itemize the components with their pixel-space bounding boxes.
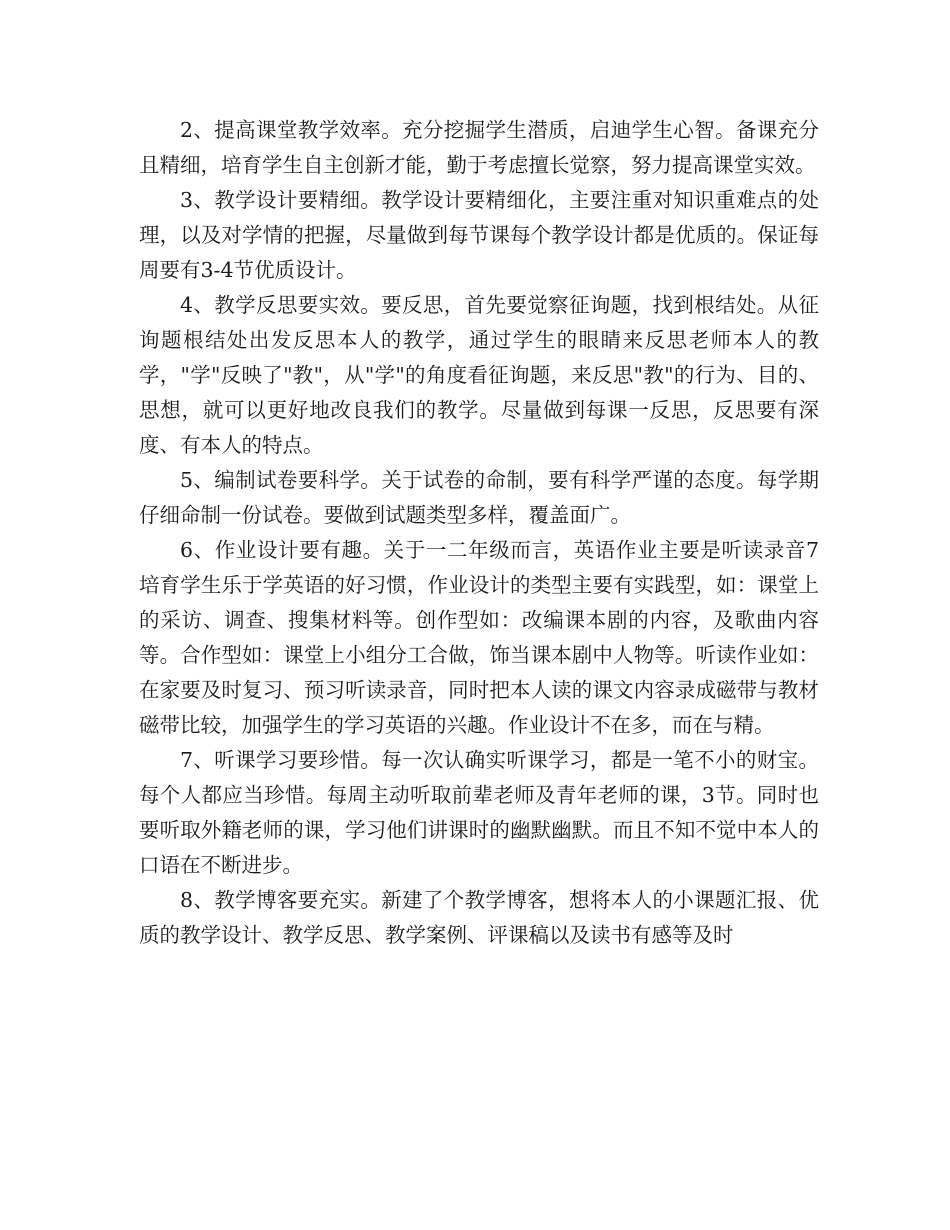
paragraph-item-5: 5、编制试卷要科学。关于试卷的命制，要有科学严谨的态度。每学期仔细命制一份试卷。要做到试题类型多样，覆盖面广。	[139, 468, 819, 527]
document-body	[139, 113, 819, 953]
paragraph-item-6: 6、作业设计要有趣。关于一二年级而言，英语作业主要是听读录音7培育学生乐于学英语的好习惯，作业设计的类型主要有实践型，如：课堂上的采访、调查、搜集材料等。创作型如：改编课本剧的内容，及歌曲内容等。合作型如：课堂上小组分工合做，饰当课本剧中人物等。听读作业如：在家要及时复习、预习听读录音，同时把本人读的课文内容录成磁带与教材磁带比较，加强学生的学习英语的兴趣。作业设计不在多，而在与精。	[139, 538, 819, 737]
paragraph-item-4: 4、教学反思要实效。要反思，首先要觉察征询题，找到根结处。从征询题根结处出发反思本人的教学，通过学生的眼睛来反思老师本人的教学，"学"反映了"教"，从"学"的角度看征询题，来反思"教"的行为、目的、思想，就可以更好地改良我们的教学。尽量做到每课一反思，反思要有深度、有本人的特点。	[139, 293, 819, 457]
paragraph-item-2: 2、提高课堂教学效率。充分挖掘学生潜质，启迪学生心智。备课充分且精细，培育学生自主创新才能，勤于考虑擅长觉察，努力提高课堂实效。	[139, 118, 819, 177]
paragraph-item-8: 8、教学博客要充实。新建了个教学博客，想将本人的小课题汇报、优质的教学设计、教学反思、教学案例、评课稿以及读书有感等及时	[139, 888, 819, 947]
paragraph-item-7: 7、听课学习要珍惜。每一次认确实听课学习，都是一笔不小的财宝。每个人都应当珍惜。每周主动听取前辈老师及青年老师的课，3节。同时也要听取外籍老师的课，学习他们讲课时的幽默幽默。而且不知不觉中本人的口语在不断进步。	[139, 748, 819, 877]
paragraph-item-3: 3、教学设计要精细。教学设计要精细化，主要注重对知识重难点的处理，以及对学情的把握，尽量做到每节课每个教学设计都是优质的。保证每周要有3-4节优质设计。	[139, 188, 819, 282]
